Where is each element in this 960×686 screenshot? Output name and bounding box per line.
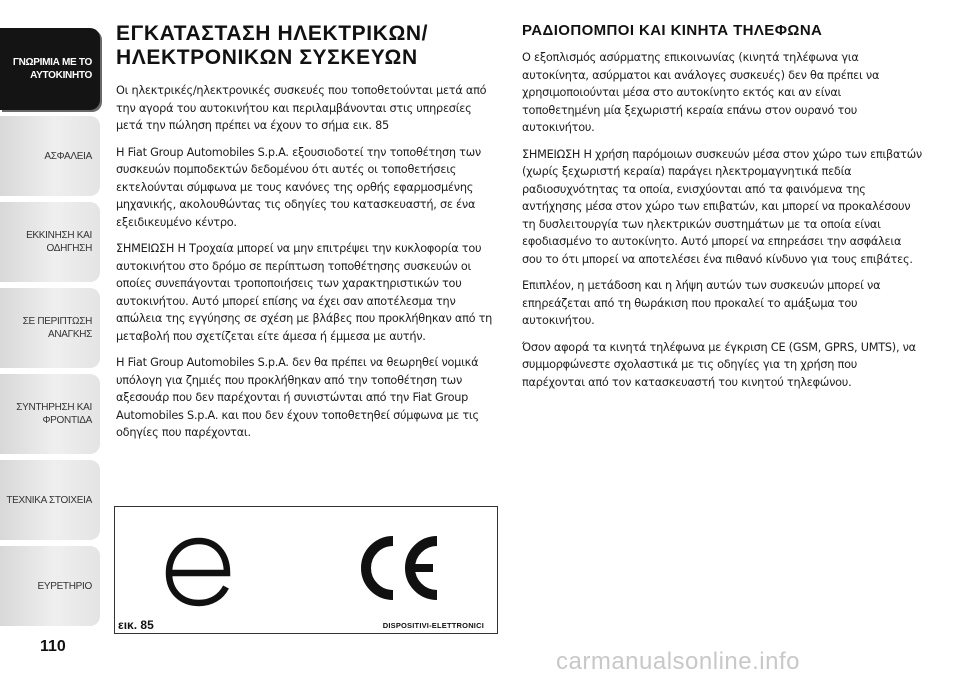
paragraph: Η Fiat Group Automobiles S.p.A. δεν θα πρέπει να θεωρηθεί νομικά υπόλογη για ζημιές που προκλήθηκαν από την τοποθέτηση των αξεσουάρ που δεν παρέχονται ή συνιστώνται από την Fiat Group Automobiles S.p.A. και που δεν έχουν τοποθετηθεί σύμφωνα με τις οδηγίες που παρέχονται. — [116, 356, 479, 439]
electrical-devices-section — [116, 22, 500, 451]
tab-starting-and-driving[interactable] — [0, 202, 100, 282]
sidebar-tabs — [0, 28, 100, 626]
tab-in-an-emergency[interactable] — [0, 288, 100, 368]
paragraph: Ο εξοπλισμός ασύρματης επικοινωνίας (κινητά τηλέφωνα για αυτοκίνητα, ασύρματοι και ανάλογες συσκευές) δεν θα πρέπει να χρησιμοποιούνται μέσα στο αυτοκίνητο εκτός και αν είναι τοποθετημένη μία ξεχωριστή κεραία επάνω στον ουρανό του αυτοκινήτου. — [522, 51, 880, 134]
e-mark-icon — [163, 531, 235, 609]
paragraph: Επιπλέον, η μετάδοση και η λήψη αυτών των συσκευών μπορεί να επηρεάζεται από τη θωράκιση που προκαλεί το αμάξωμα του αυτοκινήτου. — [522, 279, 881, 327]
figure-85 — [114, 506, 498, 634]
paragraph: ΣΗΜΕΙΩΣΗ Η χρήση παρόμοιων συσκευών μέσα στον χώρο των επιβατών (χωρίς ξεχωριστή κεραία) παράγει ηλεκτρομαγνητικά πεδία ραδιοσυχνότητας τα οποία, ενισχύονται από τα φαινόμενα της αντήχησης μέσα στον χώρο των επιβατών, και μπορεί να προκαλέσουν τη δυσλειτουργία των ηλεκτρικών συστημάτων με τα οποία είναι εφοδιασμένο το αυτοκίνητο. Αυτό μπορεί να επηρεάσει την ασφάλεια σου το ότι μπορεί να αποτελέσει ένα πιθανό κίνδυνο για τους επιβάτες. — [522, 147, 922, 266]
paragraph: Όσον αφορά τα κινητά τηλέφωνα με έγκριση CE (GSM, GPRS, UMTS), να συμμορφώνεστε σχολαστικά με τις οδηγίες για τη χρήση που παρέχονται από τον κατασκευαστή του κινητού τηλεφώνου. — [522, 340, 916, 389]
figure-ref: εικ. 85 — [118, 618, 154, 632]
tab-label: ΕΚΚΙΝΗΣΗ ΚΑΙ ΟΔΗΓΗΣΗ — [26, 230, 92, 254]
watermark: carmanualsonline.info — [556, 648, 800, 675]
page-number: 110 — [40, 638, 66, 655]
tab-index[interactable] — [0, 546, 100, 626]
section-heading: ΡΑΔΙΟΠΟΜΠΟΙ ΚΑΙ ΚΙΝΗΤΑ ΤΗΛΕΦΩΝΑ — [522, 22, 823, 39]
paragraph: Η Fiat Group Automobiles S.p.A. εξουσιοδοτεί την τοποθέτηση των συσκευών πομποδεκτών δεδομένου ότι αυτές οι τοποθετήσεις εκτελούνται σύμφωνα με τους κανόνες της ορθής εφαρμοσμένης μηχανικής, ακολουθώντας τις οδηγίες του κατασκευαστή, σε ένα εξειδικευμένο κέντρο. — [116, 145, 481, 229]
tab-label: ΑΣΦΑΛΕΙΑ — [44, 150, 92, 162]
section-heading: ΕΓΚΑΤΑΣΤΑΣΗ ΗΛΕΚΤΡΙΚΩΝ/ ΗΛΕΚΤΡΟΝΙΚΩΝ ΣΥΣΚΕΥΩΝ — [116, 22, 429, 69]
tab-technical-specifications[interactable] — [0, 460, 100, 540]
paragraph: Οι ηλεκτρικές/ηλεκτρονικές συσκευές που τοποθετούνται μετά από την αγορά του αυτοκινήτου και περιλαμβάνονται στις υπηρεσίες μετά την πώληση πρέπει να έχουν το σήμα εικ. 85 — [116, 84, 487, 132]
tab-label: ΤΕΧΝΙΚΑ ΣΤΟΙΧΕΙΑ — [6, 494, 92, 506]
figure-caption — [118, 618, 494, 632]
tab-getting-to-know-the-car[interactable] — [0, 28, 100, 110]
tab-label: ΣΥΝΤΗΡΗΣΗ ΚΑΙ ΦΡΟΝΤΙΔΑ — [16, 402, 92, 426]
figure-code: DISPOSITIVI-ELETTRONICI — [382, 621, 484, 630]
tab-safety[interactable] — [0, 116, 100, 196]
tab-label: ΓΝΩΡΙΜΙΑ ΜΕ ΤΟ ΑΥΤΟΚΙΝΗΤΟ — [12, 57, 92, 81]
paragraph: ΣΗΜΕΙΩΣΗ Η Τροχαία μπορεί να μην επιτρέψει την κυκλοφορία του αυτοκινήτου στο δρόμο σε περίπτωση τοποθέτησης συσκευών οι οποίες συνεπάγονται τροποποιήσεις των χαρακτηριστικών του αυτοκινήτου. Αυτό μπορεί επίσης να έχει σαν αποτέλεσμα την απώλεια της εγγύησης σε σχέση με βλάβες που προκλήθηκαν από τη μεταβολή που σχετίζεται είτε άμεσα ή έμμεσα με αυτήν. — [116, 242, 493, 343]
tab-label: ΣΕ ΠΕΡΙΠΤΩΣΗ ΑΝΑΓΚΗΣ — [22, 316, 92, 340]
tab-label: ΕΥΡΕΤΗΡΙΟ — [37, 580, 92, 592]
ce-mark-icon — [355, 533, 443, 603]
tab-servicing-and-care[interactable] — [0, 374, 100, 454]
radio-transmitters-section — [522, 22, 922, 400]
